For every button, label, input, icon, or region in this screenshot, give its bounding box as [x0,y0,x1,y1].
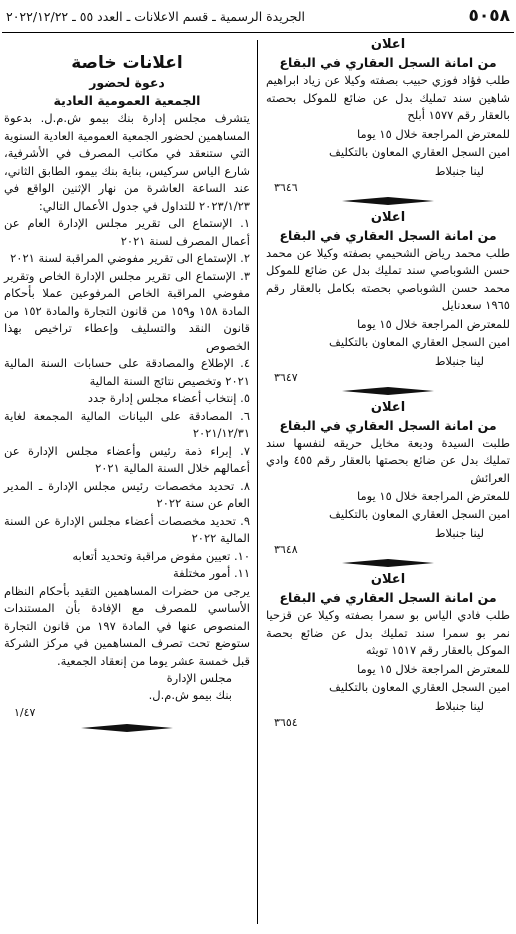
agenda-item: ٢. الإستماع الى تقرير مفوضي المراقبة لسنة ٢٠٢١ [10,251,250,265]
notice-ref: ٣٦٤٦ [274,180,298,194]
right-column [266,36,510,730]
left-column [4,52,250,732]
invitation-subtitle: الجمعية العمومية العادية [53,93,201,108]
notice-org: من امانة السجل العقاري في البقاع [279,417,497,433]
separator-ornament [81,724,173,732]
agenda-item: ٣. الإستماع الى تقرير مجلس الإدارة الخاص وتقرير مفوضي المراقبة الخاص المرفوعين عملا بأحكام المادة ١٥٨ و١٥٩ من قانون التجارة والمادة ١٥٢ من قانون النقد والتسليف وإعطاء تراخيص بهذا الخصوص [4,268,250,353]
notice-signer-title: امين السجل العقاري المعاون بالتكليف [328,144,510,159]
notice-heading: اعلان [370,37,406,52]
gazette-title: الجريدة الرسمية ـ قسم الاعلانات ـ العدد ٥٥ ـ ٢٠٢٢/١٢/٢٢ [6,9,305,24]
announcement-ref: ١/٤٧ [14,706,36,719]
agenda-item: ٨. تحديد مخصصات رئيس مجلس الإدارة ـ المدير العام عن سنة ٢٠٢٢ [4,478,250,510]
notice-heading: اعلان [370,209,406,225]
notice-signer-title: امين السجل العقاري المعاون بالتكليف [328,334,510,349]
notice-signer-name: لينا جنبلاط [434,353,484,368]
closing-paragraph: يرجى من حضرات المساهمين التقيد بأحكام النظام الأساسي للمصرف مع الإفادة بأن المستندات المنصوص عنها في المادة ١٩٧ من قانون التجارة ستوضع تحت تصرف المساهمين في مركز الشركة قبل خمسة عشر يوما من إنعقاد الجمعية. [4,583,250,668]
agenda-list [4,215,250,583]
notice-ref: ٣٦٥٤ [274,715,298,729]
agenda-item: ١١. أمور مختلفة [172,566,250,580]
notice-objection: للمعترض المراجعة خلال ١٥ يوما [356,661,510,676]
header-rule [2,32,514,33]
notice-org: من امانة السجل العقاري في البقاع [279,227,497,243]
notice-body: طلب فادي الياس بو سمرا بصفته وكيلا عن قزحيا نمر بو سمرا سند تمليك بدل عن ضائع بحصة الموكل بالعقار رقم ١٥١٧ تويثه [266,608,510,657]
notice-objection: للمعترض المراجعة خلال ١٥ يوما [356,489,510,503]
agenda-item: ٥. إنتخاب أعضاء مجلس إدارة جدد [87,391,250,405]
agenda-item: ٦. المصادقة على البيانات المالية المجمعة لغاية ٢٠٢١/١٢/٣١ [4,408,250,440]
agenda-item: ٤. الإطلاع والمصادقة على حسابات السنة المالية ٢٠٢١ وتخصيص نتائج السنة المالية [4,356,250,388]
notice-ref: ٣٦٤٨ [274,543,298,556]
notice [266,571,510,730]
notice-signer-name: لينا جنبلاط [434,698,484,713]
agenda-item: ١. الإستماع الى تقرير مجلس الإدارة العام عن أعمال المصرف لسنة ٢٠٢١ [4,216,250,248]
separator-ornament [342,387,434,395]
notice-org: من امانة السجل العقاري في البقاع [279,55,497,70]
notice-signer-title: امين السجل العقاري المعاون بالتكليف [328,679,510,694]
invitation-intro: يتشرف مجلس إدارة بنك بيمو ش.م.ل. بدعوة المساهمين لحضور الجمعية العمومية العادية السنوية التي ستنعقد في مكاتب المصرف في الأشرفية، شارع الياس سركيس، بناية بنك بيمو، الطابق الثاني، عند الساعة العاشرة من نهار الإثنين الواقع في ٢٠٢٣/١/٢٣ للتداول في جدول الأعمال التالي: [4,111,250,213]
signature-bank: بنك بيمو ش.م.ل. [148,688,232,702]
notice [266,399,510,558]
page-number: ٥٠٥٨ [468,6,510,26]
notice [266,209,510,385]
invitation-title: دعوة لحضور [89,75,165,90]
notice-body: طلب محمد رياض الشحيمي بصفته وكيلا عن محمد حسن الشوباصي سند تمليك بدل عن ضائع للموكل محمد حسن الشوباصي بحصته بكامل بالعقار رقم ١٩٦٥ سعدنايل [266,245,510,312]
separator-ornament [342,197,434,205]
separator-ornament [342,559,434,567]
agenda-item: ٧. إبراء ذمة رئيس وأعضاء مجلس الإدارة عن أعمالهم خلال السنة المالية ٢٠٢١ [4,443,250,475]
notice [266,36,510,195]
agenda-item: ٩. تحديد مخصصات أعضاء مجلس الإدارة عن السنة المالية ٢٠٢٢ [4,513,250,545]
notice-body: طلبت السيدة وديعة مخايل حريقه لنفسها سند تمليك بدل عن ضائع بحصتها بالعقار رقم ٤٥٥ وادي العرائش [266,435,510,485]
notice-objection: للمعترض المراجعة خلال ١٥ يوما [356,126,510,141]
notice-objection: للمعترض المراجعة خلال ١٥ يوما [356,316,510,331]
signature-board: مجلس الإدارة [166,671,232,685]
notice-heading: اعلان [370,572,406,587]
notice-ref: ٣٦٤٧ [274,370,298,384]
notice-heading: اعلان [370,399,406,415]
notice-body: طلب فؤاد فوزي حبيب بصفته وكيلا عن زياد ابراهيم شاهين سند تمليك بدل عن ضائع للموكل بحصته بالعقار رقم ١٥٧٧ أبلح [266,73,510,122]
notice-signer-name: لينا جنبلاط [434,526,484,540]
notice-org: من امانة السجل العقاري في البقاع [279,590,497,605]
notice-signer-name: لينا جنبلاط [434,163,484,178]
section-title: اعلانات خاصة [71,53,183,73]
agenda-item: ١٠. تعيين مفوض مراقبة وتحديد أتعابه [72,548,250,563]
page-header [4,6,512,28]
column-divider [257,40,258,924]
notice-signer-title: امين السجل العقاري المعاون بالتكليف [328,507,510,521]
